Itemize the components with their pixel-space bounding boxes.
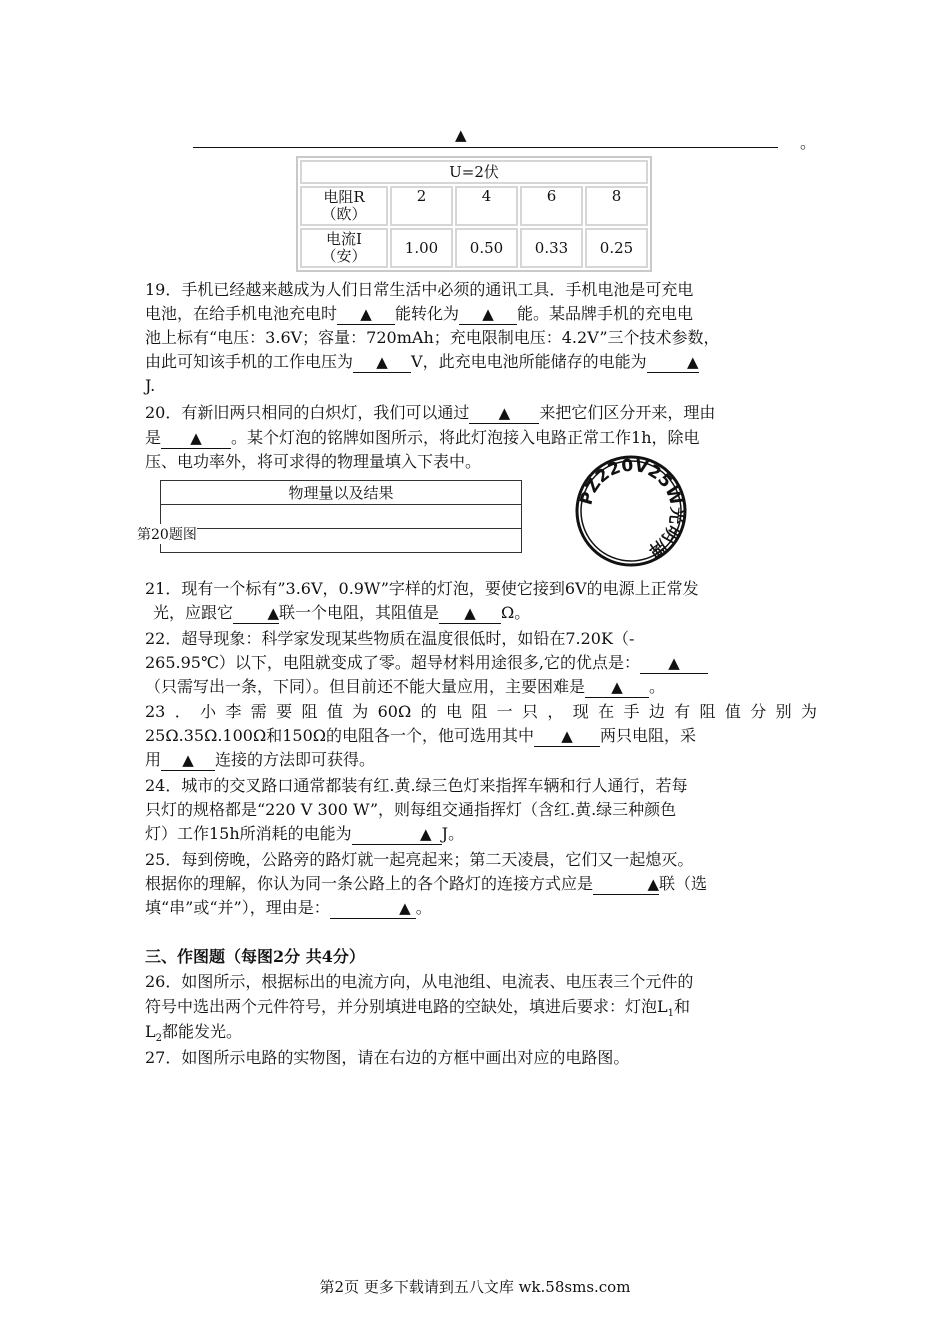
q22-line2: 265.95℃）以下，电阻就变成了零。超导材料用途很多,它的优点是： ▲: [145, 651, 817, 675]
q24-line3: 灯）工作15h所消耗的电能为 ▲ J。: [145, 824, 465, 843]
table-row: [300, 186, 648, 226]
table-cell: 4: [455, 186, 518, 226]
q26-line2: 符号中选出两个元件符号，并分别填进电路的空缺处，填进后要求：灯泡$L_1$和: [145, 997, 691, 1020]
row-label: 电阻R （欧）: [300, 186, 388, 226]
resistance-current-table: [296, 156, 652, 272]
q23-line1: 23．小李需要阻值为60Ω的电阻一只，现在手边有阻值分别为: [145, 702, 817, 721]
table-header: U=2伏: [300, 160, 648, 184]
top-answer-line: [193, 127, 778, 148]
table-cell: 8: [585, 186, 648, 226]
table-cell: 2: [390, 186, 453, 226]
q20-line2: 是 ▲ 。某个灯泡的铭牌如图所示，将此灯泡接入电路正常工作1h，除电: [145, 428, 700, 447]
q26-line1: 26．如图所示，根据标出的电流方向，从电池组、电流表、电压表三个元件的: [145, 972, 694, 991]
q19-line4: 由此可知该手机的工作电压为 ▲ V，此充电电池所能储存的电能为 ▲: [145, 352, 699, 371]
q20-line1: 20．有新旧两只相同的白炽灯，我们可以通过 ▲ 来把它们区分开来，理由: [145, 403, 716, 422]
bulb-nameplate-stamp: [574, 454, 688, 568]
answer-marker: ▲: [455, 126, 467, 144]
q20-line3: 压、电功率外，将可求得的物理量填入下表中。: [145, 452, 482, 471]
q22-line3: （只需写出一条，下同）。但目前还不能大量应用，主要困难是 ▲ 。: [145, 677, 666, 696]
top-answer-period: 。: [800, 133, 817, 152]
q27-line1: 27．如图所示电路的实物图，请在右边的方框中画出对应的电路图。: [145, 1048, 630, 1067]
table-cell: [161, 529, 522, 553]
stamp-text: PZ220V25W光明牌: [576, 455, 687, 561]
table-cell: 0.25: [585, 228, 648, 268]
figure-caption: 第20题图: [137, 524, 197, 544]
q25-line1: 25．每到傍晚，公路旁的路灯就一起亮起来；第二天凌晨，它们又一起熄灭。: [145, 850, 694, 869]
table-cell: [161, 505, 522, 529]
q24-line2: 只灯的规格都是“220 V 300 W”，则每组交通指挥灯（含红.黄.绿三种颜色: [145, 800, 677, 819]
q19-line1: 19．手机已经越来越成为人们日常生活中必须的通讯工具．手机电池是可充电: [145, 280, 694, 299]
q25-line3: 填“串”或“并”），理由是： ▲ 。: [145, 898, 432, 917]
page-footer: 第2页 更多下载请到五八文库 wk.58sms.com: [319, 1278, 631, 1296]
q22-line1: 22．超导现象：科学家发现某些物质在温度很低时，如铅在7.20K（-: [145, 629, 635, 648]
q25-line2: 根据你的理解，你认为同一条公路上的各个路灯的连接方式应是 ▲联（选: [145, 874, 708, 893]
table-cell: 0.50: [455, 228, 518, 268]
q21-line1: 21．现有一个标有”3.6V，0.9W”字样的灯泡，要使它接到6V的电源上正常发: [145, 579, 699, 598]
table-header: 物理量以及结果: [161, 481, 522, 505]
q21-line2: 光，应跟它 ▲联一个电阻，其阻值是 ▲ Ω。: [153, 603, 531, 622]
table-row: [300, 228, 648, 268]
table-cell: 1.00: [390, 228, 453, 268]
section-heading: 三、作图题（每图2分 共4分）: [145, 947, 365, 966]
q19-line5: J.: [145, 376, 156, 395]
q23-line3: 用 ▲ 连接的方法即可获得。: [145, 750, 376, 769]
table-cell: 0.33: [520, 228, 583, 268]
q26-line3: $L_2$都能发光。: [145, 1022, 243, 1045]
q24-line1: 24．城市的交叉路口通常都装有红.黄.绿三色灯来指挥车辆和行人通行，若每: [145, 776, 688, 795]
q19-line3: 池上标有“电压：3.6V；容量：720mAh；充电限制电压：4.2V”三个技术参数，: [145, 328, 720, 347]
table-cell: 6: [520, 186, 583, 226]
row-label: 电流I （安）: [300, 228, 388, 268]
q23-line2: 25Ω.35Ω.100Ω和150Ω的电阻各一个，他可选用其中 ▲ 两只电阻，采: [145, 726, 697, 745]
physical-quantity-table: [160, 480, 522, 553]
q19-line2: 电池，在给手机电池充电时 ▲ 能转化为 ▲ 能。某品牌手机的充电电: [145, 304, 694, 323]
